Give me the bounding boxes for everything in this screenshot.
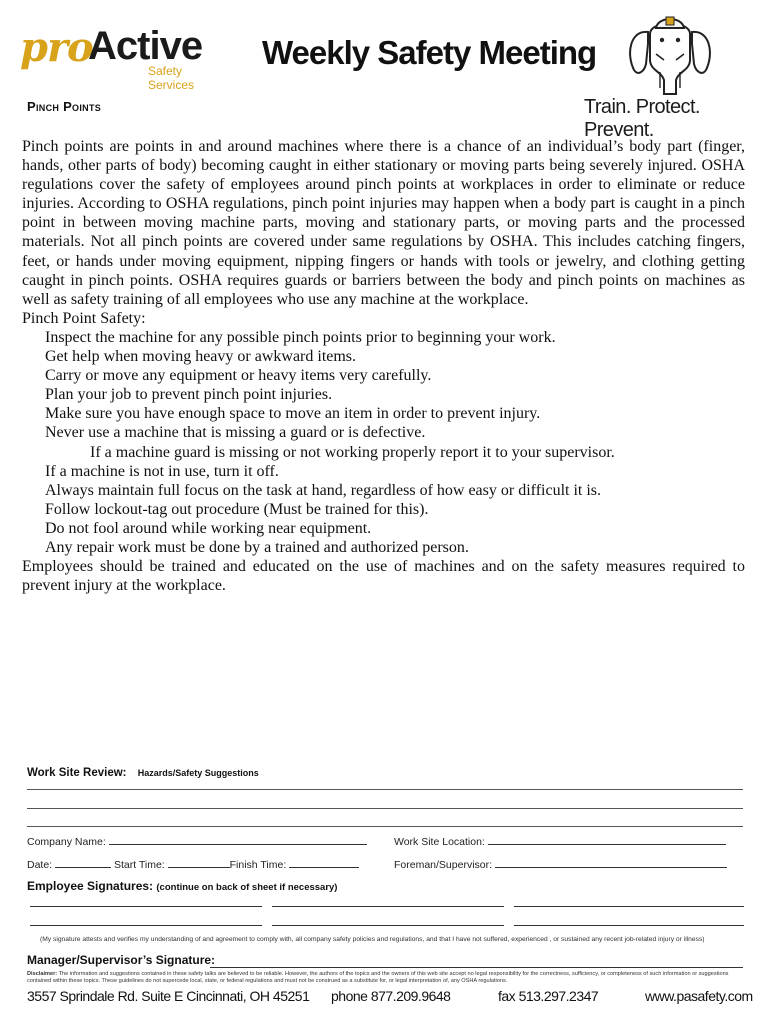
list-item: Get help when moving heavy or awkward items. — [45, 348, 357, 366]
safety-talk-content — [22, 137, 745, 595]
foreman-label: Foreman/Supervisor: — [394, 859, 493, 871]
list-item: Never use a machine that is missing a guard or is defective. — [45, 424, 426, 442]
disclaimer-text: The information and suggestions contained in these safety talks are believed to be reliable. However, the authors of the topics and the owners of this web site accept no legal responsibility for the correctness, sufficiency, or completeness of such information or suggestions contained within these topics. These guidelines do not supercede local, state, or federal regulations and must not be construed as a substitute for, or legal interpretation of, any OSHA regulations. — [27, 971, 729, 984]
list-item: Plan your job to prevent pinch point injuries. — [45, 386, 333, 404]
employee-signature-line[interactable] — [30, 906, 262, 907]
footer-website[interactable]: www.pasafety.com — [645, 988, 753, 1004]
section-heading: Pinch Points — [27, 99, 102, 114]
work-site-location-label: Work Site Location: — [394, 836, 485, 848]
foreman-field[interactable] — [394, 857, 727, 871]
list-item: Inspect the machine for any possible pinch points prior to beginning your work. — [45, 328, 556, 346]
date-label: Date: — [27, 859, 53, 871]
footer-fax: fax 513.297.2347 — [498, 988, 599, 1004]
proactive-logo — [20, 24, 225, 92]
foreman-blank[interactable] — [495, 857, 727, 868]
footer-address: 3557 Sprindale Rd. Suite E Cincinnati, OH 45251 — [27, 988, 310, 1004]
review-subtitle: Hazards/Safety Suggestions — [137, 768, 259, 778]
date-field[interactable] — [27, 857, 359, 871]
review-title-text: Work Site Review: — [27, 767, 127, 779]
manager-signature-line[interactable] — [210, 967, 743, 968]
list-item: If a machine is not in use, turn it off. — [45, 462, 279, 480]
safety-list-label: Pinch Point Safety: — [22, 309, 146, 327]
safety-tips-list — [22, 328, 745, 557]
employee-signature-line[interactable] — [30, 925, 262, 926]
review-line-2[interactable] — [27, 808, 743, 809]
list-item: If a machine guard is missing or not working properly report it to your supervisor. — [90, 443, 615, 461]
list-item: Always maintain full focus on the task at hand, regardless of how easy or difficult it is. — [45, 481, 602, 499]
work-site-location-blank[interactable] — [488, 834, 726, 845]
company-name-label: Company Name: — [27, 836, 106, 848]
company-name-blank[interactable] — [109, 834, 367, 845]
employee-signature-line[interactable] — [272, 906, 504, 907]
review-line-1[interactable] — [27, 789, 743, 790]
list-item: Any repair work must be done by a trained and authorized person. — [45, 538, 469, 556]
list-item: Carry or move any equipment or heavy items very carefully. — [45, 367, 432, 385]
employee-signature-line[interactable] — [514, 906, 744, 907]
company-name-field[interactable] — [27, 834, 367, 848]
employee-signatures-title — [27, 879, 337, 893]
intro-paragraph: Pinch points are points in and around machines where there is a chance of an individual’s body part (finger, hands, other parts of body) becoming caught in either stationary or moving parts being severely injured. OSHA regulations cover the safety of employees around pinch points at workplaces in order to eliminate or reduce injuries. According to OSHA regulations, pinch point injuries may happen when a body part is caught in a pinch point in between moving machine parts, moving and stationary parts, or moving parts and the processed materials. Not all pinch points are covered under same regulations by OSHA. This includes catching fingers, feet, or hands under moving equipment, nipping fingers or hands with tools or jewelry, and clothing getting caught in pinch points. OSHA requires guards or barriers between the body and pinch points on machines as well as safety training of all employees who use any machine at the workplace. — [22, 138, 745, 308]
attestation-note: (My signature attests and verifies my understanding of and agreement to comply with, all company safety policies and regulations, and that I have not suffered, experienced , or sustained any recent job-related injury or illness) — [40, 936, 705, 943]
list-item: Do not fool around while working near equipment. — [45, 519, 372, 537]
list-item: Follow lockout-tag out procedure (Must be trained for this). — [45, 500, 429, 518]
review-line-3[interactable] — [27, 826, 743, 827]
date-blank[interactable] — [55, 857, 111, 868]
work-site-review-title — [27, 767, 743, 779]
tagline: Train. Protect. Prevent. — [584, 96, 700, 141]
employee-signature-line[interactable] — [272, 925, 504, 926]
logo-subtitle: Safety Services — [148, 64, 195, 92]
employee-signatures-label: Employee Signatures: — [27, 879, 154, 893]
work-site-location-field[interactable] — [394, 834, 726, 848]
list-item: Make sure you have enough space to move an item in order to prevent injury. — [45, 405, 541, 423]
disclaimer — [27, 971, 743, 985]
work-site-review — [27, 767, 743, 779]
closing-paragraph: Employees should be trained and educated on the use of machines and on the safety measures required to prevent injury at the workplace. — [22, 558, 745, 595]
finish-time-blank[interactable] — [289, 857, 359, 868]
start-time-label: Start Time: — [113, 859, 165, 871]
finish-time-label: Finish Time: — [229, 859, 287, 871]
disclaimer-label: Disclaimer: — [27, 971, 58, 977]
page-header — [0, 0, 770, 141]
start-time-blank[interactable] — [168, 857, 230, 868]
footer-phone: phone 877.209.9648 — [331, 988, 451, 1004]
manager-signature-label: Manager/Supervisor’s Signature: — [27, 953, 216, 967]
elephant-hardhat-icon — [620, 14, 720, 98]
logo-active-text: Active — [88, 24, 203, 68]
employee-signatures-note: (continue on back of sheet if necessary) — [156, 882, 338, 893]
employee-signature-line[interactable] — [514, 925, 744, 926]
logo-pro-text: pro — [20, 24, 93, 71]
document-title: Weekly Safety Meeting — [262, 34, 597, 71]
